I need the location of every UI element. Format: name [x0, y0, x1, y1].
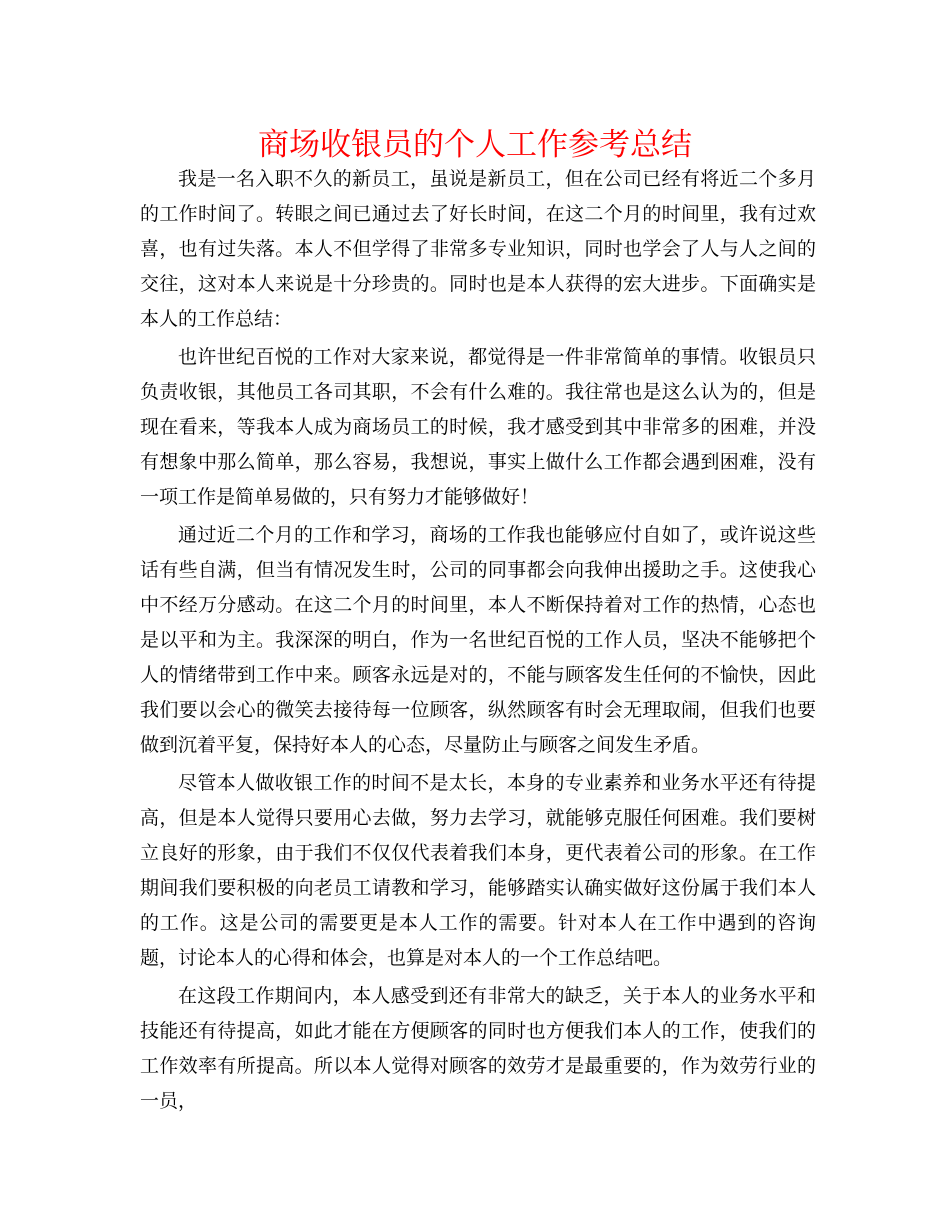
paragraph-1: 我是一名入职不久的新员工，虽说是新员工，但在公司已经有将近二个多月的工作时间了。转眼之间已通过去了好长时间，在这二个月的时间里，我有过欢喜，也有过失落。本人不但学得了非常多专业知识，同时也学会了人与人之间的交往，这对本人来说是十分珍贵的。同时也是本人获得的宏大进步。下面确实是本人的工作总结： — [140, 168, 816, 330]
document-title: 商场收银员的个人工作参考总结 — [258, 127, 692, 163]
paragraph-2: 也许世纪百悦的工作对大家来说，都觉得是一件非常简单的事情。收银员只负责收银，其他员工各司其职，不会有什么难的。我往常也是这么认为的，但是现在看来，等我本人成为商场员工的时候，我才感受到其中非常多的困难，并没有想象中那么简单，那么容易，我想说，事实上做什么工作都会遇到困难，没有一项工作是简单易做的，只有努力才能够做好！ — [140, 346, 816, 508]
paragraph-5: 在这段工作期间内，本人感受到还有非常大的缺乏，关于本人的业务水平和技能还有待提高，如此才能在方便顾客的同时也方便我们本人的工作，使我们的工作效率有所提高。所以本人觉得对顾客的效劳才是最重要的，作为效劳行业的一员， — [140, 985, 816, 1112]
document-body — [140, 162, 816, 1122]
paragraph-4: 尽管本人做收银工作的时间不是太长，本身的专业素养和业务水平还有待提高，但是本人觉得只要用心去做，努力去学习，就能够克服任何困难。我们要树立良好的形象，由于我们不仅仅代表着我们本身，更代表着公司的形象。在工作期间我们要积极的向老员工请教和学习，能够踏实认确实做好这份属于我们本人的工作。这是公司的需要更是本人工作的需要。针对本人在工作中遇到的咨询题，讨论本人的心得和体会，也算是对本人的一个工作总结吧。 — [140, 772, 816, 969]
paragraph-3: 通过近二个月的工作和学习，商场的工作我也能够应付自如了，或许说这些话有些自满，但当有情况发生时，公司的同事都会向我伸出援助之手。这使我心中不经万分感动。在这二个月的时间里，本人不断保持着对工作的热情，心态也是以平和为主。我深深的明白，作为一名世纪百悦的工作人员，坚决不能够把个人的情绪带到工作中来。顾客永远是对的，不能与顾客发生任何的不愉快，因此我们要以会心的微笑去接待每一位顾客，纵然顾客有时会无理取闹，但我们也要做到沉着平复，保持好本人的心态，尽量防止与顾客之间发生矛盾。 — [140, 524, 816, 756]
